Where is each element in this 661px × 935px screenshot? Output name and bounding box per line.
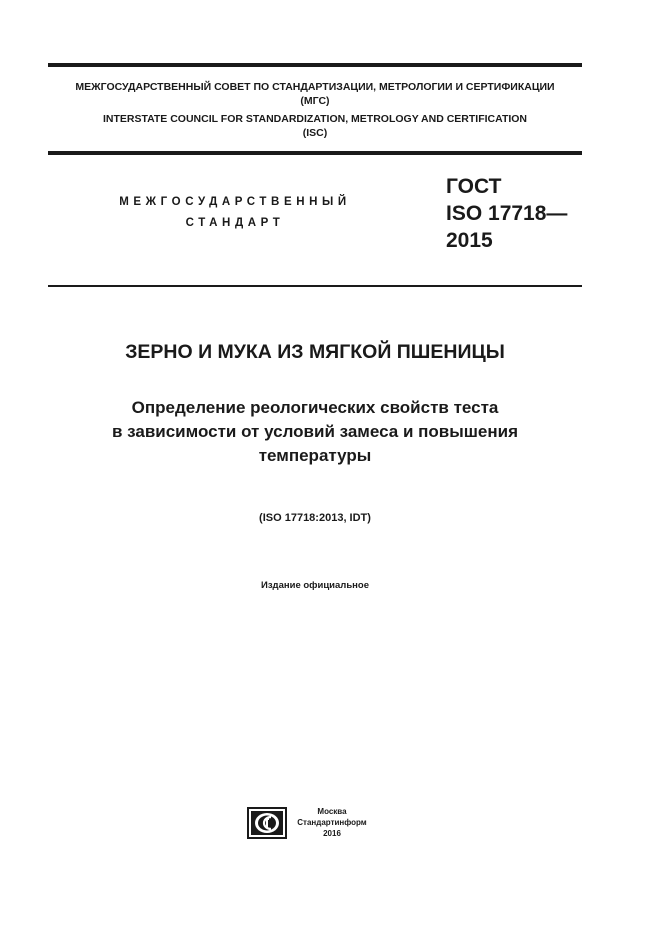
subtitle-line1: Определение реологических свойств теста — [131, 398, 499, 417]
council-ru-abbrev: (МГС) — [300, 95, 330, 107]
standard-type-line1: МЕЖГОСУДАРСТВЕННЫЙ — [119, 196, 351, 208]
council-en-line1: INTERSTATE COUNCIL FOR STANDARDIZATION, METROLOGY AND CERTIFICATION — [102, 113, 528, 125]
publisher-name: Стандартинформ — [297, 818, 367, 827]
council-name-ru — [48, 80, 582, 108]
standard-designation — [446, 173, 567, 254]
council-ru-line1: МЕЖГОСУДАРСТВЕННЫЙ СОВЕТ ПО СТАНДАРТИЗАЦИИ, МЕТРОЛОГИИ И СЕРТИФИКАЦИИ — [75, 81, 555, 93]
document-title: ЗЕРНО И МУКА ИЗ МЯГКОЙ ПШЕНИЦЫ — [125, 341, 505, 363]
publisher-year: 2016 — [323, 829, 341, 838]
publisher-block — [292, 806, 372, 839]
document-subtitle — [48, 396, 582, 468]
standard-type-line2: СТАНДАРТ — [185, 217, 285, 229]
top-divider — [48, 63, 582, 67]
subtitle-line3: температуры — [258, 446, 372, 465]
edition-note: Издание официальное — [261, 580, 369, 591]
council-name-en — [48, 112, 582, 140]
subtitle-line2: в зависимости от условий замеса и повышения — [111, 422, 519, 441]
iso-reference: (ISO 17718:2013, IDT) — [259, 512, 371, 524]
publisher-city: Москва — [317, 807, 347, 816]
standartinform-logo-icon — [247, 807, 287, 839]
designation-line1: ГОСТ — [446, 175, 502, 198]
designation-line2: ISO 17718— — [446, 202, 568, 225]
standard-type — [100, 192, 370, 234]
designation-line3: 2015 — [446, 229, 493, 252]
council-en-abbrev: (ISC) — [302, 127, 328, 139]
middle-divider — [48, 151, 582, 155]
thin-divider — [48, 285, 582, 287]
